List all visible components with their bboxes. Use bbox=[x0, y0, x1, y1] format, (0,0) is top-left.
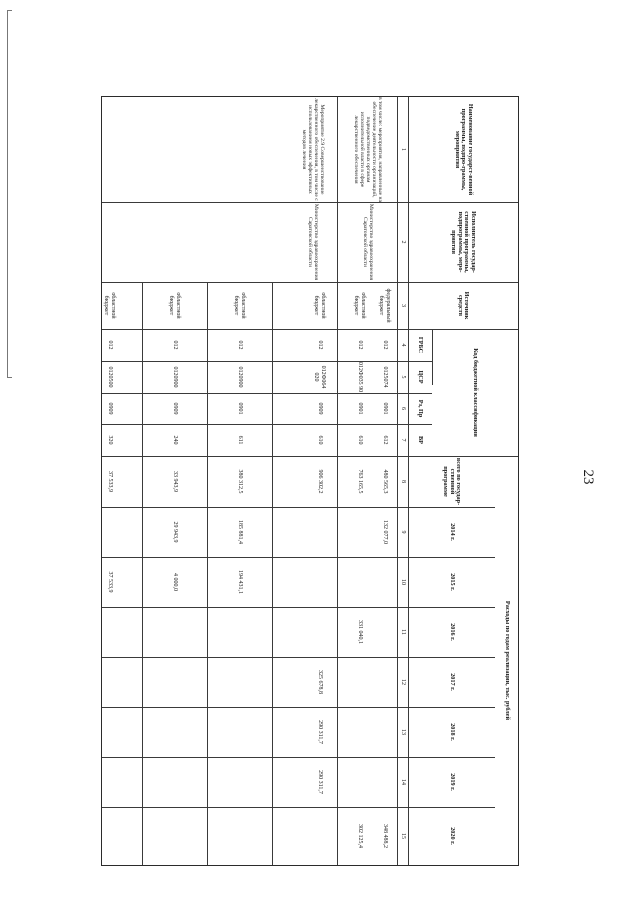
cell-year-value bbox=[207, 657, 272, 707]
col-num: 15 bbox=[399, 833, 406, 839]
cell-year-value bbox=[302, 507, 337, 557]
col-num: 5 bbox=[399, 375, 406, 379]
cell-year-value: 348 488,2 bbox=[381, 824, 388, 848]
cell-year-value bbox=[347, 557, 372, 607]
cell-vr: 612 bbox=[381, 435, 388, 445]
header-source: Источник средств bbox=[457, 291, 471, 320]
cell-year-value bbox=[372, 607, 397, 657]
cell-year-value bbox=[77, 607, 142, 657]
cell-year-value bbox=[347, 707, 372, 757]
cell-year-value: 29 943,9 bbox=[171, 521, 178, 543]
cell-year-value bbox=[347, 507, 372, 557]
cell-year-value: 325 678,8 bbox=[316, 670, 323, 694]
cell-grbs: 012 bbox=[356, 340, 363, 350]
cell-source: федеральный бюджет bbox=[378, 288, 391, 323]
col-num: 4 bbox=[399, 343, 406, 347]
budget-table bbox=[101, 96, 519, 866]
cell-vr: 610 bbox=[316, 435, 323, 445]
cell-year-value bbox=[77, 507, 142, 557]
header-year-2014: 2014 г. bbox=[448, 523, 456, 541]
cell-year-value bbox=[77, 807, 142, 865]
cell-year-value bbox=[77, 757, 142, 807]
col-num: 9 bbox=[399, 530, 406, 534]
cell-csr: 0120900 bbox=[236, 366, 243, 388]
cell-year-value bbox=[372, 757, 397, 807]
col-num: 6 bbox=[399, 407, 406, 410]
cell-total: 37 533,9 bbox=[106, 471, 113, 492]
header-year-2019: 2019 г. bbox=[448, 773, 456, 791]
cell-total: 906 302,2 bbox=[316, 469, 323, 494]
cell-grbs: 012 bbox=[316, 340, 323, 350]
row-name-cell: в том числе: мероприятия, направленные на обеспечение деятельности организаций, подведомственных органам исполнительной власти в сфере лекарственного обеспечения bbox=[353, 97, 383, 202]
col-num: 3 bbox=[399, 304, 406, 307]
cell-year-value bbox=[302, 557, 337, 607]
cell-year-value bbox=[142, 657, 207, 707]
header-csr: ЦСР bbox=[417, 370, 425, 384]
cell-year-value bbox=[142, 807, 207, 865]
header-codes-group: Код бюджетной классификации bbox=[472, 348, 480, 437]
col-num: 11 bbox=[399, 629, 406, 635]
cell-csr: 012Ф064 020 bbox=[313, 365, 326, 389]
cell-source: областной бюджет bbox=[353, 292, 366, 319]
cell-csr: 0120500 bbox=[106, 366, 113, 388]
row-executor-cell: Министерство здравоохранения Саратовской области bbox=[362, 203, 374, 281]
cell-rzpr: 0901 bbox=[381, 402, 388, 415]
cell-total: 33 943,9 bbox=[171, 471, 178, 492]
header-year-2015: 2015 г. bbox=[448, 573, 456, 591]
cell-vr: 320 bbox=[106, 435, 113, 445]
cell-year-value bbox=[347, 757, 372, 807]
header-rzpr: Рз, Пр bbox=[417, 399, 425, 418]
cell-source: областной бюджет bbox=[233, 292, 246, 319]
cell-year-value bbox=[207, 757, 272, 807]
col-num: 8 bbox=[399, 480, 406, 483]
header-total: всего по государ-ственной программе bbox=[442, 457, 463, 506]
binding-edge-mark bbox=[7, 10, 12, 378]
cell-total: 380 312,5 bbox=[236, 469, 243, 494]
cell-year-value bbox=[347, 657, 372, 707]
col-num: 12 bbox=[399, 679, 406, 685]
cell-year-value: 132 077,0 bbox=[381, 520, 388, 544]
page-number: 23 bbox=[580, 469, 596, 485]
cell-grbs: 012 bbox=[381, 340, 388, 350]
header-name: Наименование государст-венной программы, подпро-граммы, мероприятия bbox=[453, 103, 474, 196]
header-year-2020: 2020 г. bbox=[448, 827, 456, 845]
cell-year-value bbox=[372, 657, 397, 707]
header-year-2017: 2017 г. bbox=[448, 673, 456, 691]
header-grbs: ГРБС bbox=[417, 336, 425, 354]
cell-year-value bbox=[302, 607, 337, 657]
cell-year-value: 331 040,1 bbox=[356, 620, 363, 644]
cell-source: областной бюджет bbox=[313, 292, 326, 319]
header-executor: Исполнитель государ-ственной программы, подпрограммы, меро-приятия bbox=[450, 211, 477, 273]
cell-year-value bbox=[142, 607, 207, 657]
cell-total: 763 165,5 bbox=[356, 469, 363, 494]
row-executor-cell: Министерство здравоохранения Саратовской области bbox=[307, 203, 319, 281]
col-num: 2 bbox=[399, 240, 406, 244]
cell-grbs: 012 bbox=[236, 340, 243, 350]
cell-year-value bbox=[372, 557, 397, 607]
col-num: 10 bbox=[399, 579, 406, 585]
cell-vr: 610 bbox=[356, 435, 363, 445]
cell-vr: 611 bbox=[236, 435, 243, 445]
cell-year-value bbox=[207, 807, 272, 865]
cell-csr: 0120900 bbox=[171, 366, 178, 388]
cell-total: 480 565,3 bbox=[381, 469, 388, 494]
cell-year-value bbox=[207, 707, 272, 757]
cell-vr: 240 bbox=[171, 435, 178, 445]
cell-year-value: 290 311,7 bbox=[316, 770, 323, 794]
cell-year-value: 194 431,1 bbox=[236, 570, 243, 594]
cell-year-value: 4 000,0 bbox=[171, 573, 178, 591]
cell-year-value: 302 125,4 bbox=[356, 824, 363, 848]
header-year-2018: 2018 г. bbox=[448, 723, 456, 741]
cell-year-value: 37 533,9 bbox=[106, 571, 113, 593]
cell-source: областной бюджет bbox=[168, 292, 181, 319]
cell-rzpr: 0909 bbox=[171, 402, 178, 415]
cell-csr: 0125074 bbox=[381, 366, 388, 388]
cell-year-value: 290 311,7 bbox=[316, 720, 323, 744]
cell-year-value bbox=[77, 707, 142, 757]
cell-rzpr: 0909 bbox=[316, 402, 323, 415]
cell-csr: 012Ф035 90 bbox=[356, 361, 363, 393]
cell-source: областной бюджет bbox=[103, 292, 116, 319]
cell-rzpr: 0909 bbox=[106, 402, 113, 415]
cell-rzpr: 0901 bbox=[356, 402, 363, 415]
cell-year-value bbox=[142, 707, 207, 757]
col-num: 1 bbox=[399, 148, 406, 151]
header-year-2016: 2016 г. bbox=[448, 623, 456, 641]
cell-rzpr: 0901 bbox=[236, 402, 243, 415]
cell-year-value bbox=[142, 757, 207, 807]
col-num: 14 bbox=[399, 779, 406, 785]
col-num: 7 bbox=[399, 438, 406, 442]
header-expenses-group: Расходы по годам реализации, тыс. рублей bbox=[503, 600, 511, 721]
row-name-cell: Мероприятие 2.9 Совершенствование лекарственного обеспечения, в том числе с использованием новых эффективных методов лечения bbox=[301, 98, 325, 201]
col-num: 13 bbox=[399, 729, 406, 735]
cell-year-value bbox=[77, 657, 142, 707]
cell-year-value bbox=[302, 807, 337, 865]
header-vr: ВР bbox=[417, 436, 425, 444]
cell-grbs: 012 bbox=[106, 340, 113, 350]
cell-year-value: 185 881,4 bbox=[236, 520, 243, 544]
cell-year-value bbox=[372, 707, 397, 757]
cell-year-value bbox=[207, 607, 272, 657]
cell-grbs: 012 bbox=[171, 340, 178, 350]
